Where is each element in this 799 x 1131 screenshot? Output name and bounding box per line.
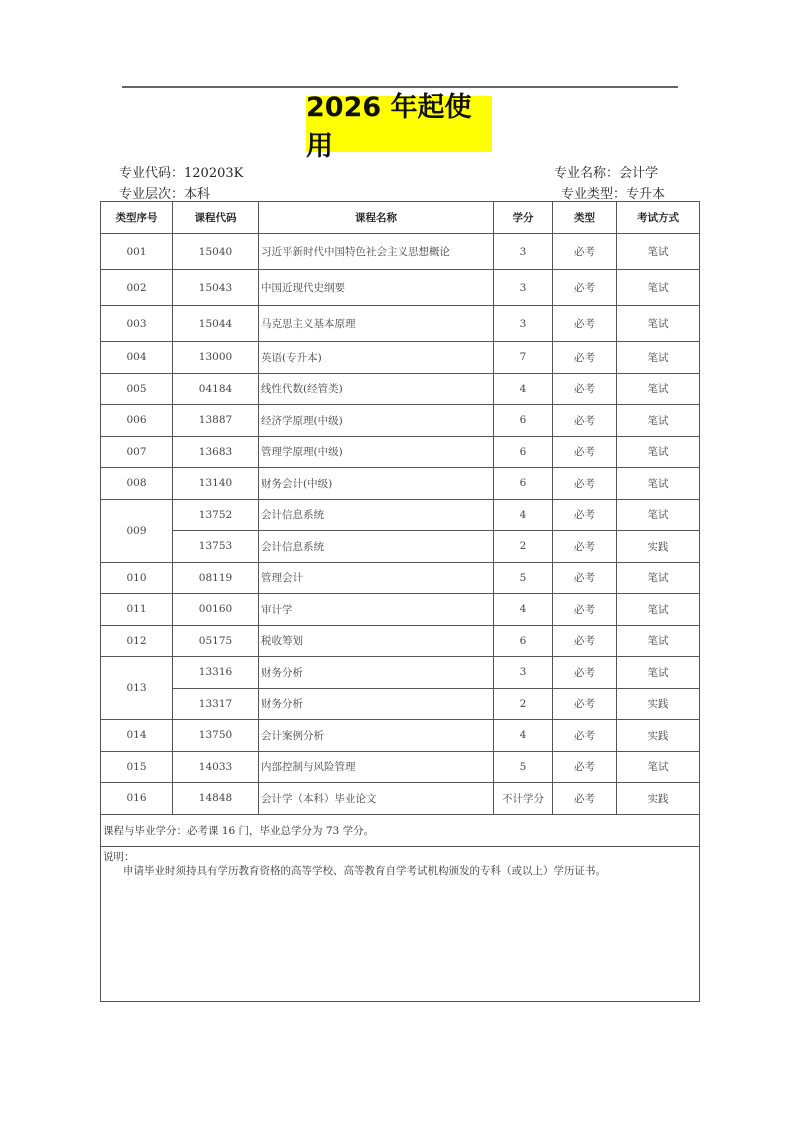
- table-row: [101, 342, 700, 374]
- cell-credit: 5: [494, 751, 553, 783]
- cell-type: 必考: [553, 342, 617, 374]
- cell-exam: 实践: [617, 531, 700, 563]
- cell-type: 必考: [553, 468, 617, 500]
- cell-type: 必考: [553, 688, 617, 720]
- cell-exam: 实践: [617, 688, 700, 720]
- table-row: [101, 657, 700, 689]
- cell-type: 必考: [553, 783, 617, 815]
- cell-exam: 笔试: [617, 499, 700, 531]
- cell-credit: 3: [494, 306, 553, 342]
- table-header-row: [101, 202, 700, 234]
- major-type: 专业类型：专升本: [560, 187, 665, 202]
- cell-name: 习近平新时代中国特色社会主义思想概论: [259, 234, 494, 270]
- header-seq: 类型序号: [101, 202, 173, 234]
- table-row: [101, 234, 700, 270]
- table-row: [101, 270, 700, 306]
- header-credit: 学分: [494, 202, 553, 234]
- table-row: [101, 499, 700, 531]
- cell-exam: 笔试: [617, 751, 700, 783]
- cell-code: 13753: [173, 531, 259, 563]
- cell-credit: 4: [494, 594, 553, 626]
- cell-type: 必考: [553, 436, 617, 468]
- table-row: [101, 306, 700, 342]
- summary-row: [101, 814, 700, 846]
- cell-name: 管理会计: [259, 562, 494, 594]
- cell-seq: 003: [101, 306, 173, 342]
- cell-name: 财务分析: [259, 657, 494, 689]
- cell-name: 会计学（本科）毕业论文: [259, 783, 494, 815]
- cell-name: 财务分析: [259, 688, 494, 720]
- major-level: 专业层次：本科: [119, 187, 211, 202]
- table-row: [101, 720, 700, 752]
- cell-credit: 3: [494, 270, 553, 306]
- cell-name: 经济学原理(中级): [259, 405, 494, 437]
- cell-exam: 笔试: [617, 436, 700, 468]
- cell-credit: 6: [494, 468, 553, 500]
- cell-code: 13316: [173, 657, 259, 689]
- cell-exam: 笔试: [617, 405, 700, 437]
- cell-credit: 7: [494, 342, 553, 374]
- credit-summary: 课程与毕业学分：必考课 16 门，毕业总学分为 73 学分。: [101, 814, 700, 846]
- cell-type: 必考: [553, 625, 617, 657]
- cell-seq: 012: [101, 625, 173, 657]
- cell-type: 必考: [553, 531, 617, 563]
- header-exam: 考试方式: [617, 202, 700, 234]
- cell-code: 08119: [173, 562, 259, 594]
- cell-seq: 001: [101, 234, 173, 270]
- cell-credit: 不计学分: [494, 783, 553, 815]
- cell-name: 会计案例分析: [259, 720, 494, 752]
- cell-exam: 实践: [617, 720, 700, 752]
- cell-exam: 笔试: [617, 625, 700, 657]
- cell-credit: 6: [494, 405, 553, 437]
- cell-exam: 笔试: [617, 562, 700, 594]
- cell-exam: 实践: [617, 783, 700, 815]
- cell-type: 必考: [553, 657, 617, 689]
- header-code: 课程代码: [173, 202, 259, 234]
- cell-type: 必考: [553, 594, 617, 626]
- cell-type: 必考: [553, 751, 617, 783]
- cell-credit: 6: [494, 436, 553, 468]
- header-name: 课程名称: [259, 202, 494, 234]
- banner-title: 2026 年起使用: [306, 92, 472, 162]
- cell-exam: 笔试: [617, 306, 700, 342]
- cell-credit: 4: [494, 499, 553, 531]
- cell-code: 13140: [173, 468, 259, 500]
- notes-cell: [101, 846, 700, 1001]
- table-row: [101, 562, 700, 594]
- cell-name: 会计信息系统: [259, 499, 494, 531]
- cell-name: 英语(专升本): [259, 342, 494, 374]
- cell-seq: 004: [101, 342, 173, 374]
- cell-code: 15044: [173, 306, 259, 342]
- cell-type: 必考: [553, 306, 617, 342]
- cell-seq: 015: [101, 751, 173, 783]
- cell-seq: 006: [101, 405, 173, 437]
- cell-exam: 笔试: [617, 234, 700, 270]
- cell-name: 审计学: [259, 594, 494, 626]
- major-code: 专业代码：120203K: [119, 166, 244, 181]
- cell-code: 13000: [173, 342, 259, 374]
- cell-credit: 3: [494, 234, 553, 270]
- cell-credit: 2: [494, 688, 553, 720]
- table-row: [101, 436, 700, 468]
- cell-type: 必考: [553, 373, 617, 405]
- cell-type: 必考: [553, 234, 617, 270]
- cell-seq: 016: [101, 783, 173, 815]
- cell-code: 14848: [173, 783, 259, 815]
- table-row: [101, 625, 700, 657]
- cell-code: 04184: [173, 373, 259, 405]
- table-row: [101, 751, 700, 783]
- cell-name: 财务会计(中级): [259, 468, 494, 500]
- cell-seq: 002: [101, 270, 173, 306]
- table-row: [101, 468, 700, 500]
- cell-exam: 笔试: [617, 342, 700, 374]
- cell-exam: 笔试: [617, 657, 700, 689]
- effective-year-banner: [306, 92, 492, 162]
- cell-name: 马克思主义基本原理: [259, 306, 494, 342]
- cell-type: 必考: [553, 720, 617, 752]
- cell-name: 管理学原理(中级): [259, 436, 494, 468]
- cell-name: 内部控制与风险管理: [259, 751, 494, 783]
- cell-code: 13683: [173, 436, 259, 468]
- cell-exam: 笔试: [617, 594, 700, 626]
- cell-code: 15040: [173, 234, 259, 270]
- notes-text: 申请毕业时须持具有学历教育资格的高等学校、高等教育自学考试机构颁发的专科（或以上）学历证书。: [123, 864, 606, 877]
- cell-type: 必考: [553, 499, 617, 531]
- table-row: [101, 531, 700, 563]
- cell-seq: 008: [101, 468, 173, 500]
- course-table: [100, 201, 700, 1002]
- cell-type: 必考: [553, 562, 617, 594]
- table-row: [101, 688, 700, 720]
- cell-seq: 010: [101, 562, 173, 594]
- notes-label: 说明：: [103, 850, 135, 863]
- cell-type: 必考: [553, 270, 617, 306]
- cell-credit: 4: [494, 720, 553, 752]
- cell-seq: 011: [101, 594, 173, 626]
- cell-credit: 5: [494, 562, 553, 594]
- cell-credit: 2: [494, 531, 553, 563]
- cell-exam: 笔试: [617, 468, 700, 500]
- cell-code: 15043: [173, 270, 259, 306]
- cell-seq: 009: [101, 499, 173, 562]
- cell-type: 必考: [553, 405, 617, 437]
- cell-credit: 6: [494, 625, 553, 657]
- header-type: 类型: [553, 202, 617, 234]
- cell-exam: 笔试: [617, 270, 700, 306]
- table-row: [101, 783, 700, 815]
- cell-exam: 笔试: [617, 373, 700, 405]
- cell-name: 线性代数(经管类): [259, 373, 494, 405]
- cell-code: 13887: [173, 405, 259, 437]
- cell-code: 13317: [173, 688, 259, 720]
- cell-code: 13752: [173, 499, 259, 531]
- major-name: 专业名称：会计学: [553, 166, 658, 181]
- table-row: [101, 405, 700, 437]
- table-row: [101, 373, 700, 405]
- cell-name: 中国近现代史纲要: [259, 270, 494, 306]
- cell-credit: 4: [494, 373, 553, 405]
- cell-code: 13750: [173, 720, 259, 752]
- cell-code: 05175: [173, 625, 259, 657]
- cell-seq: 007: [101, 436, 173, 468]
- cell-seq: 005: [101, 373, 173, 405]
- table-row: [101, 594, 700, 626]
- cell-name: 税收筹划: [259, 625, 494, 657]
- cell-seq: 013: [101, 657, 173, 720]
- cell-credit: 3: [494, 657, 553, 689]
- notes-row: [101, 846, 700, 1001]
- cell-name: 会计信息系统: [259, 531, 494, 563]
- cell-seq: 014: [101, 720, 173, 752]
- cell-code: 14033: [173, 751, 259, 783]
- cell-code: 00160: [173, 594, 259, 626]
